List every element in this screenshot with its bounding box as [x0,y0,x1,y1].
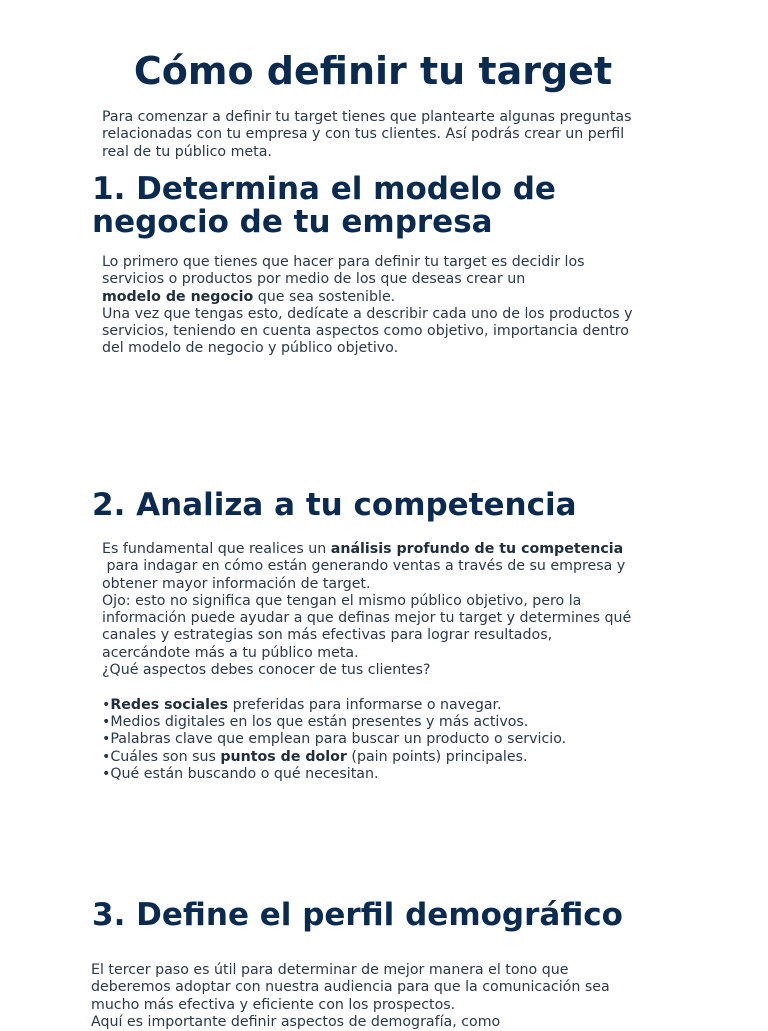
paragraph-line: servicios o productos por medio de los que deseas crear un [102,271,526,288]
paragraph-line: obtener mayor información de target. [102,575,371,592]
intro-paragraph [102,109,662,161]
bullet-item [102,697,662,714]
paragraph-line: deberemos adoptar con nuestra audiencia para que la comunicación sea [91,979,610,996]
paragraph-line: Aquí es importante definir aspectos de demografía, como [91,1013,501,1030]
paragraph-text: (pain points) principales. [346,748,528,765]
paragraph-line: acercándote más a tu público meta. [102,644,359,661]
section-2-heading: 2. Analiza a tu competencia [92,487,577,523]
paragraph-line: Lo primero que tienes que hacer para definir tu target es decidir los [102,254,585,270]
paragraph-text: •Cuáles son sus [102,748,221,765]
bullet-item [102,749,662,766]
section-1-heading [92,173,692,239]
paragraph-line [102,289,662,306]
section-1-paragraph [102,254,662,358]
section-2-paragraph [102,541,662,783]
bullet-item: •Qué están buscando o qué necesitan. [102,765,379,782]
section-1-heading-line: negocio de tu empresa [92,204,493,240]
paragraph-text: preferidas para informarse o navegar. [228,696,502,713]
bold-term: modelo de negocio [102,288,254,305]
section-1-heading-line: 1. Determina el modelo de [92,171,556,207]
intro-line: Para comenzar a definir tu target tienes que plantearte algunas preguntas [102,109,632,125]
bullet-glyph: • [102,696,111,713]
bold-term: Redes sociales [110,696,229,713]
paragraph-line [102,541,662,558]
paragraph-line: información puede ayudar a que definas mejor tu target y determines qué [102,610,632,627]
page-title: Cómo definir tu target [133,49,613,93]
blank-line [102,679,662,696]
paragraph-line: canales y estrategias son más efectivas para lograr resultados, [102,627,553,644]
paragraph-line: para indagar en cómo están generando ventas a través de su empresa y [102,558,626,575]
paragraph-line: del modelo de negocio y público objetivo. [102,340,399,357]
bold-term: análisis profundo de tu competencia [330,541,624,557]
paragraph-line: servicios, teniendo en cuenta aspectos como objetivo, importancia dentro [102,323,629,340]
paragraph-line: mucho más efectiva y eficiente con los prospectos. [91,996,456,1013]
paragraph-line: Ojo: esto no significa que tengan el mismo público objetivo, pero la [102,592,582,609]
paragraph-line: ¿Qué aspectos debes conocer de tus clientes? [102,662,431,679]
intro-line: real de tu público meta. [102,143,272,160]
intro-line: relacionadas con tu empresa y con tus clientes. Así podrás crear un perfil [102,126,625,143]
bold-term: puntos de dolor [220,748,347,765]
section-3-paragraph [91,962,651,1031]
section-3-heading: 3. Define el perfil demográfico [92,897,623,933]
paragraph-text: Es fundamental que realices un [102,541,331,557]
paragraph-line: El tercer paso es útil para determinar de mejor manera el tono que [91,962,569,978]
paragraph-line: Una vez que tengas esto, dedícate a describir cada uno de los productos y [102,305,633,322]
bullet-item: •Palabras clave que emplean para buscar un producto o servicio. [102,731,567,748]
bullet-item: •Medios digitales en los que están presentes y más activos. [102,713,529,730]
paragraph-text: que sea sostenible. [253,288,396,305]
